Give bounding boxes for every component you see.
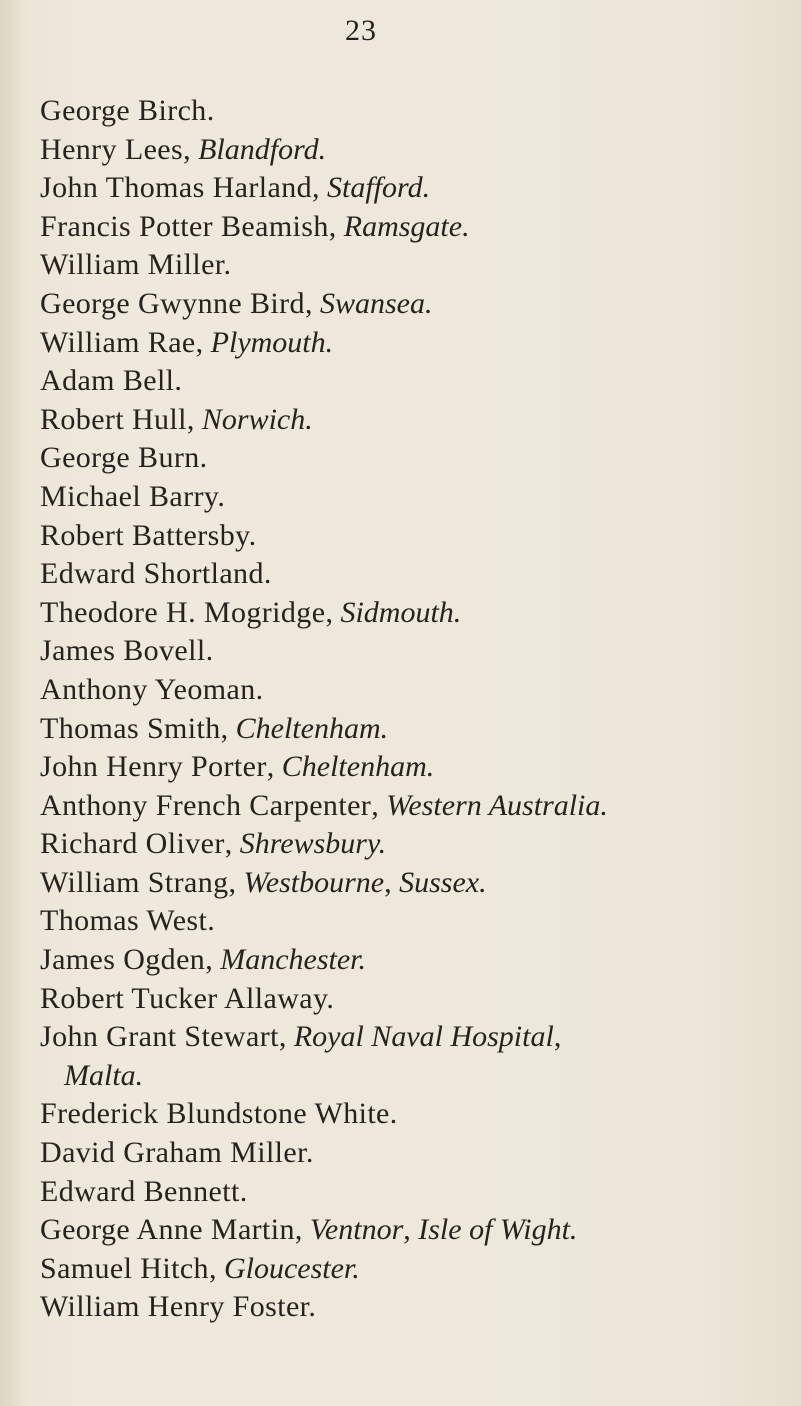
person-name: Robert Battersby. <box>40 518 257 552</box>
name-list <box>40 92 760 1327</box>
separator: , <box>266 750 282 784</box>
list-item <box>40 671 760 710</box>
person-name: Thomas West. <box>40 904 216 938</box>
place-name: Royal Naval Hospital <box>293 1020 554 1054</box>
list-item <box>40 1018 760 1095</box>
list-item <box>40 748 760 787</box>
list-item <box>40 1173 760 1212</box>
list-item <box>40 362 760 401</box>
place-name: Shrewsbury. <box>239 827 387 861</box>
person-name: Samuel Hitch <box>40 1251 209 1285</box>
list-item <box>40 324 760 363</box>
person-name: Robert Hull <box>40 402 187 436</box>
person-name: William Miller. <box>40 248 232 282</box>
person-name: Robert Tucker Allaway. <box>40 981 335 1015</box>
list-item <box>40 594 760 633</box>
person-name: Frederick Blundstone White. <box>40 1097 398 1131</box>
separator: , <box>294 1213 310 1247</box>
person-name: George Anne Martin <box>40 1213 295 1247</box>
person-name: David Graham Miller. <box>40 1136 314 1170</box>
place-name: Isle of Wight. <box>418 1213 578 1247</box>
person-name: George Gwynne Bird <box>40 286 305 320</box>
separator: , <box>325 595 341 629</box>
place-name: Norwich. <box>201 402 313 436</box>
list-item <box>40 169 760 208</box>
list-item <box>40 208 760 247</box>
separator: , <box>312 171 328 205</box>
person-name: Francis Potter Beamish <box>40 209 329 243</box>
list-item <box>40 92 760 131</box>
person-name: George Birch. <box>40 94 215 127</box>
place-name: Western Australia. <box>386 788 608 822</box>
separator: , <box>304 286 320 320</box>
person-name: George Burn. <box>40 441 208 475</box>
list-item <box>40 401 760 440</box>
separator: , <box>208 1251 224 1285</box>
separator: , <box>205 943 221 977</box>
person-name: William Strang <box>40 865 229 899</box>
person-name: James Bovell. <box>40 634 214 668</box>
list-item <box>40 131 760 170</box>
list-item <box>40 478 760 517</box>
person-name: Anthony Yeoman. <box>40 672 264 706</box>
person-name: William Rae <box>40 325 196 359</box>
person-name: Theodore H. Mogridge <box>40 595 326 629</box>
page-number: 23 <box>345 14 377 47</box>
place-continuation: Malta. <box>64 1058 144 1092</box>
person-name: Edward Shortland. <box>40 557 272 591</box>
list-item <box>40 555 760 594</box>
separator: , <box>224 827 240 861</box>
separator: , <box>220 711 236 745</box>
person-name: William Henry Foster. <box>40 1290 317 1324</box>
separator: , <box>195 325 211 359</box>
person-name: John Grant Stewart <box>40 1020 279 1054</box>
place-name: Blandford. <box>198 132 327 166</box>
separator: , <box>371 788 387 822</box>
separator: , <box>228 865 244 899</box>
place-name: Ventnor <box>309 1213 404 1247</box>
list-item <box>40 864 760 903</box>
list-item <box>40 1211 760 1250</box>
list-item <box>40 632 760 671</box>
person-name: John Henry Porter <box>40 750 267 784</box>
separator: , <box>553 1020 562 1054</box>
list-item <box>40 787 760 826</box>
separator: , <box>183 132 199 166</box>
person-name: Thomas Smith <box>40 711 221 745</box>
list-item <box>40 1134 760 1173</box>
separator: , <box>328 209 344 243</box>
place-name: Stafford. <box>327 171 431 205</box>
list-item <box>40 285 760 324</box>
place-name: Plymouth. <box>210 325 334 359</box>
list-item <box>40 439 760 478</box>
separator: , <box>403 1213 419 1247</box>
list-item <box>40 710 760 749</box>
place-name: Sussex. <box>399 865 487 899</box>
list-item <box>40 941 760 980</box>
list-item <box>40 517 760 556</box>
list-item <box>40 1095 760 1134</box>
list-item <box>40 902 760 941</box>
list-item <box>40 246 760 285</box>
list-item <box>40 825 760 864</box>
person-name: Anthony French Carpenter <box>40 788 372 822</box>
separator: , <box>278 1020 294 1054</box>
separator: , <box>186 402 202 436</box>
place-name: Swansea. <box>319 286 433 320</box>
list-item <box>40 1250 760 1289</box>
separator: , <box>384 865 400 899</box>
list-item <box>40 980 760 1019</box>
place-name: Sidmouth. <box>340 595 462 629</box>
list-item <box>40 1288 760 1327</box>
person-name: Richard Oliver <box>40 827 225 861</box>
place-name: Ramsgate. <box>343 209 470 243</box>
person-name: James Ogden <box>40 943 206 977</box>
person-name: John Thomas Harland <box>40 171 313 205</box>
person-name: Edward Bennett. <box>40 1174 248 1208</box>
place-name: Cheltenham. <box>281 750 435 784</box>
place-name: Westbourne <box>243 865 385 899</box>
person-name: Adam Bell. <box>40 364 183 398</box>
place-name: Gloucester. <box>223 1251 360 1285</box>
person-name: Henry Lees <box>40 132 184 166</box>
place-name: Cheltenham. <box>235 711 389 745</box>
person-name: Michael Barry. <box>40 479 226 513</box>
place-name: Manchester. <box>220 943 366 977</box>
